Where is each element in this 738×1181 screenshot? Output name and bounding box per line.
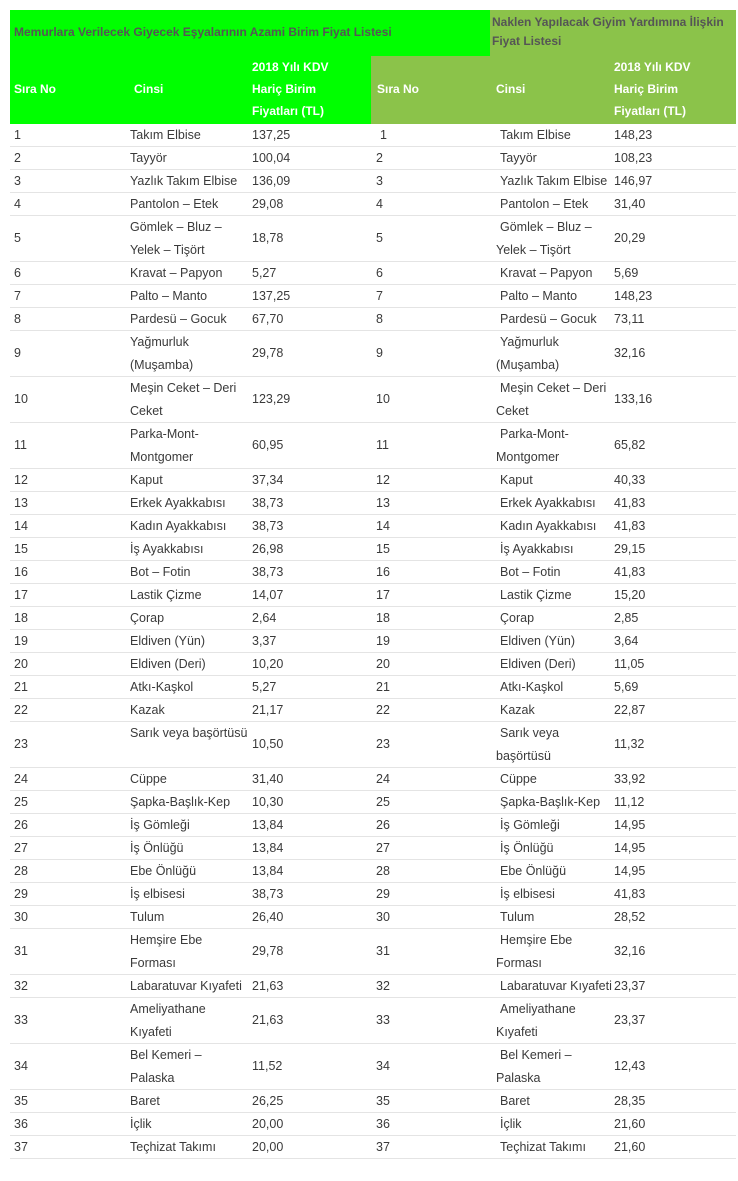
right-item-name: Kadın Ayakkabısı bbox=[500, 519, 597, 533]
right-item-price: 65,82 bbox=[614, 438, 646, 452]
left-item-name: Baret bbox=[130, 1094, 160, 1108]
left-row-number: 32 bbox=[14, 979, 28, 993]
table-row bbox=[10, 170, 736, 193]
left-item-name: Tayyör bbox=[130, 151, 167, 165]
table-row bbox=[10, 906, 736, 929]
right-row-number: 13 bbox=[376, 496, 390, 510]
left-row-number: 15 bbox=[14, 542, 28, 556]
right-item-name: Takım Elbise bbox=[500, 128, 571, 142]
right-row-number: 23 bbox=[376, 737, 390, 751]
right-item-price: 146,97 bbox=[614, 174, 653, 188]
left-item-name: Bel Kemeri – Palaska bbox=[130, 1048, 202, 1085]
table-row bbox=[10, 1136, 736, 1159]
table-row bbox=[10, 561, 736, 584]
table-row bbox=[10, 423, 736, 469]
left-item-name: İş Gömleği bbox=[130, 818, 190, 832]
right-item-name: İş elbisesi bbox=[500, 887, 555, 901]
table-row bbox=[10, 147, 736, 170]
right-item-name: Bot – Fotin bbox=[500, 565, 561, 579]
left-item-price: 137,25 bbox=[252, 289, 291, 303]
table-row bbox=[10, 538, 736, 561]
right-item-name: Eldiven (Deri) bbox=[500, 657, 576, 671]
left-item-price: 38,73 bbox=[252, 565, 284, 579]
right-item-price: 148,23 bbox=[614, 128, 653, 142]
right-col-name-header: Cinsi bbox=[496, 82, 526, 96]
left-item-name: Meşin Ceket – Deri Ceket bbox=[130, 381, 237, 418]
left-item-name: Yağmurluk (Muşamba) bbox=[130, 335, 194, 372]
left-item-name: Hemşire Ebe Forması bbox=[130, 933, 203, 970]
left-col-price-header-3: Fiyatları (TL) bbox=[252, 104, 325, 118]
left-item-price: 5,27 bbox=[252, 266, 277, 280]
left-item-name: Palto – Manto bbox=[130, 289, 208, 303]
left-row-number: 18 bbox=[14, 611, 28, 625]
right-row-number: 32 bbox=[376, 979, 390, 993]
left-row-number: 35 bbox=[14, 1094, 28, 1108]
right-item-price: 108,23 bbox=[614, 151, 653, 165]
left-row-number: 7 bbox=[14, 289, 21, 303]
left-item-price: 21,63 bbox=[252, 979, 284, 993]
left-item-name: Erkek Ayakkabısı bbox=[130, 496, 226, 510]
left-item-price: 60,95 bbox=[252, 438, 284, 452]
right-row-number: 17 bbox=[376, 588, 390, 602]
right-item-name: Pardesü – Gocuk bbox=[500, 312, 597, 326]
left-row-number: 2 bbox=[14, 151, 21, 165]
right-item-name: Palto – Manto bbox=[500, 289, 578, 303]
left-row-number: 37 bbox=[14, 1140, 28, 1154]
table-row bbox=[10, 860, 736, 883]
right-item-price: 23,37 bbox=[614, 979, 646, 993]
right-item-price: 21,60 bbox=[614, 1117, 646, 1131]
left-row-number: 28 bbox=[14, 864, 28, 878]
right-item-price: 21,60 bbox=[614, 1140, 646, 1154]
left-row-number: 3 bbox=[14, 174, 21, 188]
right-item-name: Baret bbox=[500, 1094, 530, 1108]
left-item-price: 38,73 bbox=[252, 496, 284, 510]
right-item-name: Pantolon – Etek bbox=[500, 197, 589, 211]
right-item-name: Yazlık Takım Elbise bbox=[500, 174, 608, 188]
left-item-price: 38,73 bbox=[252, 519, 284, 533]
right-item-price: 11,05 bbox=[614, 657, 645, 671]
table-row bbox=[10, 331, 736, 377]
left-row-number: 16 bbox=[14, 565, 28, 579]
right-row-number: 9 bbox=[376, 346, 383, 360]
right-item-price: 15,20 bbox=[614, 588, 646, 602]
right-col-price-header-1: 2018 Yılı KDV bbox=[614, 60, 691, 74]
left-item-price: 10,30 bbox=[252, 795, 284, 809]
table-row bbox=[10, 791, 736, 814]
left-row-number: 36 bbox=[14, 1117, 28, 1131]
left-item-price: 29,78 bbox=[252, 346, 284, 360]
right-item-price: 41,83 bbox=[614, 496, 646, 510]
right-item-name: Cüppe bbox=[500, 772, 537, 786]
right-item-name: Kravat – Papyon bbox=[500, 266, 593, 280]
left-item-name: Bot – Fotin bbox=[130, 565, 191, 579]
left-item-price: 13,84 bbox=[252, 818, 284, 832]
right-row-number: 25 bbox=[376, 795, 390, 809]
left-item-price: 136,09 bbox=[252, 174, 291, 188]
right-item-price: 133,16 bbox=[614, 392, 653, 406]
right-table-title: Naklen Yapılacak Giyim Yardımına İlişkin Fiyat Listesi bbox=[490, 10, 736, 56]
left-item-price: 14,07 bbox=[252, 588, 284, 602]
left-item-name: Cüppe bbox=[130, 772, 167, 786]
price-list-page bbox=[10, 10, 736, 1159]
left-item-name: Atkı-Kaşkol bbox=[130, 680, 194, 694]
right-row-number: 35 bbox=[376, 1094, 390, 1108]
left-item-name: İş Önlüğü bbox=[130, 841, 184, 855]
table-row bbox=[10, 193, 736, 216]
right-item-price: 12,43 bbox=[614, 1059, 646, 1073]
right-item-name: Meşin Ceket – Deri Ceket bbox=[496, 381, 607, 418]
left-item-name: Kazak bbox=[130, 703, 165, 717]
left-item-name: Tulum bbox=[130, 910, 165, 924]
right-item-price: 14,95 bbox=[614, 818, 646, 832]
right-item-price: 11,12 bbox=[614, 795, 645, 809]
left-row-number: 31 bbox=[14, 944, 28, 958]
left-item-price: 2,64 bbox=[252, 611, 277, 625]
left-row-number: 30 bbox=[14, 910, 28, 924]
table-row bbox=[10, 285, 736, 308]
left-item-price: 20,00 bbox=[252, 1117, 284, 1131]
right-row-number: 1 bbox=[380, 128, 387, 142]
table-row bbox=[10, 262, 736, 285]
left-row-number: 11 bbox=[14, 438, 27, 452]
table-row bbox=[10, 607, 736, 630]
right-item-name: Erkek Ayakkabısı bbox=[500, 496, 596, 510]
left-col-price-header-2: Hariç Birim bbox=[252, 82, 317, 96]
right-item-price: 3,64 bbox=[614, 634, 639, 648]
left-item-price: 26,40 bbox=[252, 910, 284, 924]
right-item-name: Eldiven (Yün) bbox=[500, 634, 576, 648]
left-item-name: Labaratuvar Kıyafeti bbox=[130, 979, 242, 993]
left-item-price: 26,98 bbox=[252, 542, 284, 556]
table-row bbox=[10, 975, 736, 998]
left-item-name: Teçhizat Takımı bbox=[130, 1140, 216, 1154]
right-row-number: 18 bbox=[376, 611, 390, 625]
table-row bbox=[10, 216, 736, 262]
right-item-name: Şapka-Başlık-Kep bbox=[500, 795, 601, 809]
right-row-number: 37 bbox=[376, 1140, 390, 1154]
right-item-price: 29,15 bbox=[614, 542, 646, 556]
left-item-name: Takım Elbise bbox=[130, 128, 201, 142]
right-item-name: Ebe Önlüğü bbox=[500, 864, 567, 878]
right-col-price-header-3: Fiyatları (TL) bbox=[614, 104, 687, 118]
table-row bbox=[10, 768, 736, 791]
left-row-number: 23 bbox=[14, 737, 28, 751]
right-item-price: 22,87 bbox=[614, 703, 646, 717]
right-item-name: İçlik bbox=[500, 1117, 522, 1131]
table-row bbox=[10, 676, 736, 699]
left-item-price: 21,63 bbox=[252, 1013, 284, 1027]
right-item-price: 28,35 bbox=[614, 1094, 646, 1108]
table-row bbox=[10, 1113, 736, 1136]
column-headers bbox=[10, 56, 736, 124]
left-item-name: İçlik bbox=[130, 1117, 152, 1131]
right-row-number: 22 bbox=[376, 703, 390, 717]
right-col-price-header-2: Hariç Birim bbox=[614, 82, 679, 96]
right-item-price: 32,16 bbox=[614, 944, 646, 958]
right-row-number: 24 bbox=[376, 772, 390, 786]
left-row-number: 20 bbox=[14, 657, 28, 671]
left-row-number: 19 bbox=[14, 634, 28, 648]
table-row bbox=[10, 308, 736, 331]
table-row bbox=[10, 653, 736, 676]
table-row bbox=[10, 1090, 736, 1113]
right-row-number: 5 bbox=[376, 231, 383, 245]
right-row-number: 7 bbox=[376, 289, 383, 303]
table-row bbox=[10, 883, 736, 906]
right-row-number: 15 bbox=[376, 542, 390, 556]
left-item-name: İş elbisesi bbox=[130, 887, 185, 901]
right-item-name: İş Önlüğü bbox=[500, 841, 554, 855]
left-table-title: Memurlara Verilecek Giyecek Eşyalarının Azami Birim Fiyat Listesi bbox=[10, 10, 490, 56]
right-row-number: 11 bbox=[376, 438, 389, 452]
table-row bbox=[10, 492, 736, 515]
table-row bbox=[10, 469, 736, 492]
left-row-number: 5 bbox=[14, 231, 21, 245]
left-item-price: 13,84 bbox=[252, 864, 284, 878]
left-item-price: 20,00 bbox=[252, 1140, 284, 1154]
right-item-name: Gömlek – Bluz – Yelek – Tişört bbox=[496, 220, 592, 257]
right-row-number: 10 bbox=[376, 392, 390, 406]
right-item-name: Sarık veya başörtüsü bbox=[496, 726, 560, 763]
left-row-number: 13 bbox=[14, 496, 28, 510]
right-item-price: 20,29 bbox=[614, 231, 646, 245]
left-row-number: 33 bbox=[14, 1013, 28, 1027]
right-item-price: 28,52 bbox=[614, 910, 646, 924]
right-row-number: 16 bbox=[376, 565, 390, 579]
left-item-price: 5,27 bbox=[252, 680, 277, 694]
right-item-price: 14,95 bbox=[614, 864, 646, 878]
left-row-number: 34 bbox=[14, 1059, 28, 1073]
table-titles bbox=[10, 10, 736, 56]
left-row-number: 4 bbox=[14, 197, 21, 211]
right-col-no-header: Sıra No bbox=[377, 82, 420, 96]
right-item-name: Kaput bbox=[500, 473, 533, 487]
left-item-price: 3,37 bbox=[252, 634, 277, 648]
right-item-price: 31,40 bbox=[614, 197, 646, 211]
right-item-price: 32,16 bbox=[614, 346, 646, 360]
left-item-name: Yazlık Takım Elbise bbox=[130, 174, 238, 188]
right-row-number: 36 bbox=[376, 1117, 390, 1131]
left-item-name: Kaput bbox=[130, 473, 163, 487]
right-item-name: Tayyör bbox=[500, 151, 537, 165]
right-item-name: İş Gömleği bbox=[500, 818, 560, 832]
right-item-name: Labaratuvar Kıyafeti bbox=[500, 979, 612, 993]
left-row-number: 26 bbox=[14, 818, 28, 832]
left-item-price: 123,29 bbox=[252, 392, 291, 406]
right-item-price: 11,32 bbox=[614, 737, 645, 751]
table-row bbox=[10, 699, 736, 722]
right-row-number: 28 bbox=[376, 864, 390, 878]
right-item-name: Ameliyathane Kıyafeti bbox=[496, 1002, 576, 1039]
right-row-number: 2 bbox=[376, 151, 383, 165]
table-row bbox=[10, 929, 736, 975]
right-item-price: 23,37 bbox=[614, 1013, 646, 1027]
left-col-name-header: Cinsi bbox=[134, 82, 164, 96]
right-item-name: Atkı-Kaşkol bbox=[500, 680, 564, 694]
table-row bbox=[10, 377, 736, 423]
table-row bbox=[10, 630, 736, 653]
left-row-number: 17 bbox=[14, 588, 28, 602]
left-row-number: 1 bbox=[14, 128, 21, 142]
left-item-price: 38,73 bbox=[252, 887, 284, 901]
left-col-no-header: Sıra No bbox=[14, 82, 57, 96]
right-item-name: Parka-Mont-Montgomer bbox=[496, 427, 569, 464]
right-item-price: 41,83 bbox=[614, 565, 646, 579]
right-item-name: İş Ayakkabısı bbox=[500, 542, 574, 556]
left-item-name: Pardesü – Gocuk bbox=[130, 312, 227, 326]
right-row-number: 31 bbox=[376, 944, 390, 958]
right-item-price: 33,92 bbox=[614, 772, 646, 786]
right-row-number: 19 bbox=[376, 634, 390, 648]
left-item-name: Lastik Çizme bbox=[130, 588, 202, 602]
left-item-price: 31,40 bbox=[252, 772, 284, 786]
left-row-number: 27 bbox=[14, 841, 28, 855]
right-item-name: Yağmurluk (Muşamba) bbox=[496, 335, 560, 372]
right-row-number: 20 bbox=[376, 657, 390, 671]
table-row bbox=[10, 1044, 736, 1090]
left-item-price: 26,25 bbox=[252, 1094, 284, 1108]
table-row bbox=[10, 515, 736, 538]
right-item-price: 14,95 bbox=[614, 841, 646, 855]
left-row-number: 24 bbox=[14, 772, 28, 786]
left-item-name: Eldiven (Deri) bbox=[130, 657, 206, 671]
table-row bbox=[10, 814, 736, 837]
right-row-number: 30 bbox=[376, 910, 390, 924]
right-item-price: 40,33 bbox=[614, 473, 646, 487]
right-row-number: 26 bbox=[376, 818, 390, 832]
right-row-number: 3 bbox=[376, 174, 383, 188]
left-item-price: 10,20 bbox=[252, 657, 284, 671]
left-item-price: 100,04 bbox=[252, 151, 291, 165]
left-item-price: 37,34 bbox=[252, 473, 284, 487]
left-item-name: Eldiven (Yün) bbox=[130, 634, 206, 648]
right-item-price: 148,23 bbox=[614, 289, 653, 303]
left-item-name: Şapka-Başlık-Kep bbox=[130, 795, 231, 809]
table-row bbox=[10, 124, 736, 147]
left-item-name: Kadın Ayakkabısı bbox=[130, 519, 227, 533]
left-item-price: 21,17 bbox=[252, 703, 284, 717]
right-row-number: 14 bbox=[376, 519, 390, 533]
table-row bbox=[10, 998, 736, 1044]
right-item-price: 5,69 bbox=[614, 266, 639, 280]
left-row-number: 25 bbox=[14, 795, 28, 809]
left-item-price: 10,50 bbox=[252, 737, 284, 751]
left-item-name: Kravat – Papyon bbox=[130, 266, 223, 280]
right-item-price: 2,85 bbox=[614, 611, 639, 625]
right-row-number: 21 bbox=[376, 680, 390, 694]
right-item-name: Bel Kemeri – Palaska bbox=[496, 1048, 572, 1085]
left-item-name: Gömlek – Bluz – Yelek – Tişört bbox=[130, 220, 222, 257]
left-row-number: 6 bbox=[14, 266, 21, 280]
left-item-price: 67,70 bbox=[252, 312, 284, 326]
right-item-name: Tulum bbox=[500, 910, 535, 924]
right-item-name: Hemşire Ebe Forması bbox=[496, 933, 573, 970]
right-item-price: 41,83 bbox=[614, 519, 646, 533]
table-row bbox=[10, 722, 736, 768]
right-item-name: Kazak bbox=[500, 703, 535, 717]
left-item-name: Parka-Mont-Montgomer bbox=[130, 427, 199, 464]
left-item-price: 11,52 bbox=[252, 1059, 283, 1073]
left-row-number: 10 bbox=[14, 392, 28, 406]
left-item-name: Çorap bbox=[130, 611, 165, 625]
right-item-name: Çorap bbox=[500, 611, 535, 625]
left-item-name: Sarık veya başörtüsü bbox=[130, 726, 248, 740]
left-item-name: Ameliyathane Kıyafeti bbox=[130, 1002, 206, 1039]
left-item-price: 18,78 bbox=[252, 231, 284, 245]
right-item-price: 5,69 bbox=[614, 680, 639, 694]
left-row-number: 22 bbox=[14, 703, 28, 717]
right-item-name: Lastik Çizme bbox=[500, 588, 572, 602]
table-row bbox=[10, 837, 736, 860]
left-item-price: 29,08 bbox=[252, 197, 284, 211]
left-item-name: Ebe Önlüğü bbox=[130, 864, 197, 878]
right-row-number: 12 bbox=[376, 473, 390, 487]
left-item-price: 137,25 bbox=[252, 128, 291, 142]
left-item-name: İş Ayakkabısı bbox=[130, 542, 204, 556]
left-item-price: 13,84 bbox=[252, 841, 284, 855]
left-item-price: 29,78 bbox=[252, 944, 284, 958]
right-item-price: 41,83 bbox=[614, 887, 646, 901]
right-row-number: 34 bbox=[376, 1059, 390, 1073]
table-body bbox=[10, 124, 736, 1159]
left-row-number: 8 bbox=[14, 312, 21, 326]
right-item-name: Teçhizat Takımı bbox=[500, 1140, 586, 1154]
left-row-number: 12 bbox=[14, 473, 28, 487]
right-row-number: 8 bbox=[376, 312, 383, 326]
left-row-number: 14 bbox=[14, 519, 28, 533]
right-row-number: 27 bbox=[376, 841, 390, 855]
right-row-number: 33 bbox=[376, 1013, 390, 1027]
table-row bbox=[10, 584, 736, 607]
left-row-number: 29 bbox=[14, 887, 28, 901]
right-row-number: 6 bbox=[376, 266, 383, 280]
left-row-number: 21 bbox=[14, 680, 28, 694]
right-row-number: 29 bbox=[376, 887, 390, 901]
left-col-price-header-1: 2018 Yılı KDV bbox=[252, 60, 329, 74]
left-row-number: 9 bbox=[14, 346, 21, 360]
right-item-price: 73,11 bbox=[614, 312, 645, 326]
left-item-name: Pantolon – Etek bbox=[130, 197, 219, 211]
right-row-number: 4 bbox=[376, 197, 383, 211]
